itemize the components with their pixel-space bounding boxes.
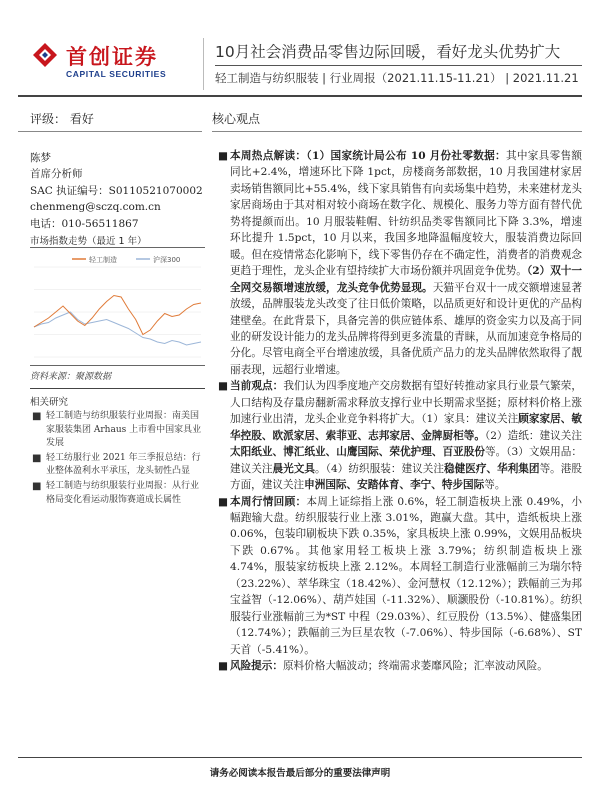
header-bottom-rule [18, 95, 582, 97]
series-line-hs300 [34, 312, 201, 345]
bullet-icon: ■ [32, 411, 42, 422]
related-list [30, 410, 205, 508]
title-rule [215, 65, 582, 66]
related-item[interactable]: ■ 轻工制造与纺织服装行业周报：南美国家服装集团 Arhaus 上市看中国家具业发展 [32, 411, 202, 449]
footer-rule [18, 757, 582, 758]
analyst-email[interactable]: chenmeng@sczq.com.cn [30, 201, 161, 214]
analyst-name: 陈梦 [30, 152, 51, 164]
paragraph-risk: ■ 风险提示：原料价格大幅波动；终端需求萎靡风险；汇率波动风险。 [218, 658, 582, 674]
logo-text-cn: 首创证券 [66, 45, 158, 69]
rating-rule [18, 131, 202, 132]
paragraph-current-view: ■ 当前观点：我们认为四季度地产交房数据有望好转推动家具行业景气繁荣，人口结构及存量房翻新需求释放支撑行业中长期需求坚挺；原材料价格上涨加速行业出清，龙头企业竞争料将扩大。（1）家具：建议关注顾家家居、敏华控股、欧派家居、索菲亚、志邦家居、金牌厨柜等。（2）造纸：建议关注太阳纸业、博汇纸业、山鹰国际、荣优护理、百亚股份等。（3）文娱用品：建议关注晨光文具。（4）纺织服装：建议关注稳健医疗、华利集团等。港股方面，建议关注申洲国际、安踏体育、李宁、特步国际等。 [218, 380, 583, 492]
analyst-sac: SAC 执证编号：S0110521070002 [30, 184, 203, 197]
bullet-icon: ■ [218, 380, 229, 393]
related-heading: 相关研究 [30, 397, 69, 408]
analyst-block [30, 150, 203, 232]
company-logo [30, 40, 200, 85]
chart-title: 市场指数走势（最近 1 年） [30, 236, 147, 247]
related-rule [30, 388, 205, 389]
chart-legend [72, 255, 180, 264]
chart-bottom-rule [30, 365, 205, 366]
bullet-icon: ■ [32, 452, 42, 464]
chart-source: 资料来源：聚源数据 [30, 372, 112, 382]
header-divider [203, 38, 204, 90]
bullet-icon: ■ [218, 495, 229, 508]
logo-text-en: CAPITAL SECURITIES [66, 69, 167, 79]
logo-mark-icon [32, 42, 58, 68]
bullet-icon: ■ [218, 150, 229, 162]
bullet-icon: ■ [218, 660, 229, 673]
market-index-chart [30, 249, 205, 363]
related-item[interactable]: ■ 轻工制造与纺织服装行业周报：从行业格局变化看运动服饰赛道成长属性 [32, 480, 200, 505]
core-body [218, 148, 582, 675]
footer-disclaimer: 请务必阅读本报告最后部分的重要法律声明 [209, 768, 391, 779]
core-rule [212, 131, 582, 132]
analyst-role: 首席分析师 [30, 168, 83, 181]
paragraph-market-review: ■ 本周行情回顾：本周上证综指上涨 0.6%，轻工制造板块上涨 0.49%，小幅跑输大盘。纺织服装行业上涨 3.01%，跑赢大盘。其中，造纸板块上涨 0.06%，包装印刷板块下跌 0.35%，家具板块上涨 0.99%，文娱用品板块下跌 0.67%。其他家用轻工板块上涨 3.79%；纺织制造板块上涨 4.74%，服装家纺板块上涨 2.12%。本周轻工制造行业涨幅前三为瑞尔特（23.22%）、萃华珠宝（18.42%）、金河慧权（12.12%）；跌幅前三为邦宝益智（-12.06%）、葫芦娃国（-11.32%）、顺灏股份（-10.81%）。纺织服装行业涨幅前三为*ST 中程（29.03%）、红豆股份（13.5%）、健盛集团（12.74%）；跌幅前三为巨星农牧（-7.06%）、特步国际（-6.68%）、ST 天首（-5.41%）。 [218, 495, 582, 656]
related-item[interactable]: ■ 轻工纺服行业 2021 年三季报总结：行业整体盈利水平承压，龙头韧性凸显 [32, 452, 201, 477]
analyst-phone: 电话：010-56511867 [30, 217, 139, 230]
chart-grid [34, 267, 201, 357]
paragraph-hot-topics: ■ 本周热点解读：（1）国家统计局公布 10 月份社零数据：其中家具零售额同比+2.4%，增速环比下降 1pct，房楼商务部数据，10 月我国建材家居卖场销售额同比+55.4%，线下家具销售有向卖场集中趋势，未来建材龙头家居商场由于其对相对较小商场在数字化、规模化、服务力等方面有替代优势将提颜而出。10 月服装鞋帽、针纺织品类零售额同比下降 3.3%，增速环比提升 1.5pct，10 月以来，我国多地降温幅度较大，服装消费边际回暖。但在疫情常态化影响下，线下零售仍存在不确定性，消费者的消费观念更趋于理性，龙头企业有望持续扩大市场份额并巩固竞争优势。（2）双十一全网交易额增速放缓，龙头竞争优势显现。天猫平台双十一成交额增速显著放缓，品牌服装龙头改变了往日低价策略，以品质更好和设计更优的产品构建壁垒。在此背景下，具备完善的供应链体系、雄厚的资金实力以及高于同业的研发设计能力的龙头品牌将得到更多流量的青睐，从而加速竞争格局的分化。尽管电商全平台增速放缓，具备优质产品力的龙头品牌依然取得了靓丽表现，远超行业增速。 [218, 150, 583, 376]
report-title: 10月社会消费品零售边际回暖，看好龙头优势扩大 [215, 43, 561, 61]
legend-label-a: 轻工制造 [89, 256, 117, 264]
rating-label: 评级： 看好 [30, 112, 94, 126]
core-heading: 核心观点 [212, 112, 261, 126]
legend-label-b: 沪深300 [153, 256, 181, 264]
report-meta: 轻工制造与纺织服装 | 行业周报（2021.11.15-11.21） | 2021.11.21 [215, 71, 579, 85]
series-line-light-industry [34, 296, 201, 335]
chart-top-rule [30, 247, 205, 248]
bullet-icon: ■ [32, 480, 42, 492]
